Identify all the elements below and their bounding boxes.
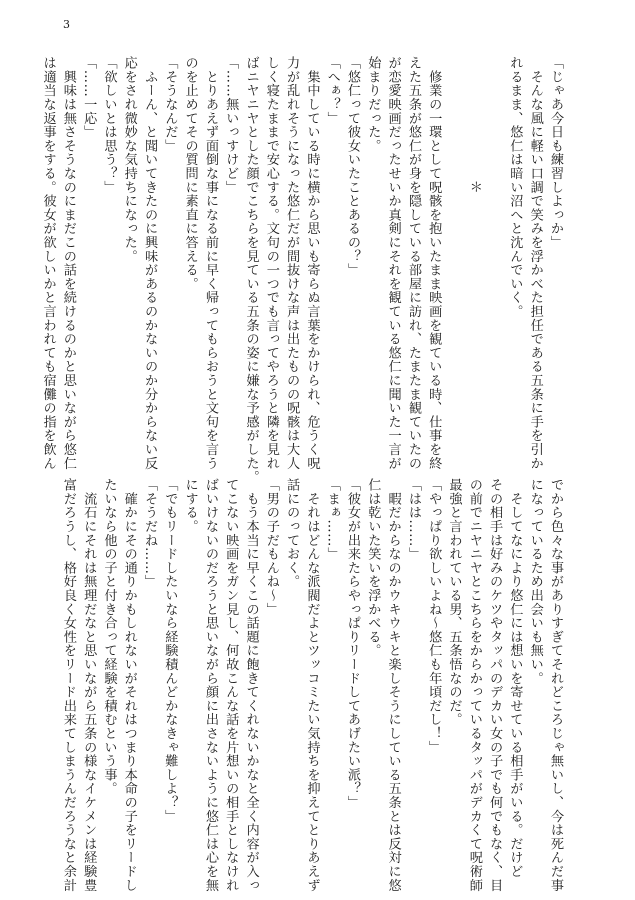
text-line: でから色々な事がありすぎてそれどころじゃ無いし、今は死んだ事 (548, 478, 563, 892)
text-line: 応をされ微妙な気持ちになった。 (121, 56, 137, 263)
text-line: 「彼女が出来たらやっぱりリードしてあげたい派？」 (345, 478, 361, 810)
text-line: 富だろうし、格好良く女性をリード出来てしまうんだろうなと余計 (60, 478, 76, 892)
text-line: 修業の一環として呪骸を抱いたまま映画を観ている時、仕事を終 (426, 56, 442, 470)
text-line: 始まりだった。 (365, 56, 381, 153)
text-line: その相手は好みのケツやタッパのデカい女の子でも何でもなく、目 (487, 478, 503, 892)
text-line: えた五条が悠仁が身を隠している部屋に訪れ、たまたま観ていたの (405, 56, 421, 470)
page-number: 3 (63, 18, 70, 31)
text-line: は適当な返事をする。彼女が欲しいかと言われても宿儺の指を飲ん (40, 56, 56, 470)
text-line: にする。 (182, 478, 198, 534)
text-line: れるまま、悠仁は暗い沼へと沈んでいく。 (507, 56, 523, 319)
text-line: 興味は無さそうなのにまだこの話を続けるのかと思いながら悠仁 (60, 56, 76, 470)
text-line: そんな風に軽い口調で笑みを浮かべた担任である五条に手を引か (527, 56, 543, 470)
text-line: 「悠仁って彼女いたことあるの？」 (345, 56, 361, 277)
text-line: になっているため出会いも無い。 (527, 478, 543, 685)
text-line: ばニヤニヤとした顔でこちらを見ている五条の姿に嫌な予感がした。 (243, 56, 259, 484)
text-line: てこない映画をガン見し、何故こんな話を片想いの相手としなけれ (223, 478, 239, 892)
text-line: もう本当に早くこの話題に飽きてくれないかなと全く内容が入っ (243, 478, 259, 892)
text-line: ＊ (466, 56, 482, 194)
text-line: 「でもリードしたいなら経験積んどかなきゃ難しよ？」 (162, 478, 178, 823)
text-line: 暇だからなのかウキウキと楽しそうにしている五条とは反対に悠 (385, 478, 401, 892)
text-line: 「へぁ？」 (324, 56, 340, 125)
text-line (443, 56, 463, 461)
text-line: 「男の子だもんね～」 (263, 478, 279, 616)
text-line: たいなら他の子と付き合って経験を積むという事。 (101, 478, 117, 796)
text-line: 集中している時に横から思いも寄らぬ言葉をかけられ、危うく呪 (304, 56, 320, 470)
text-line: 「やっぱり欲しいよね～悠仁も年頃だし！」 (426, 478, 442, 754)
text-line: 流石にそれは無理だなと思いながら五条の様なイケメンは経験豊 (81, 478, 97, 892)
text-block-bottom (60, 478, 565, 892)
text-line: のを止めてその質問に素直に答える。 (182, 56, 198, 291)
text-line: しく寝たままで安心する。文句の一つでも言ってやろうと隣を見れ (263, 56, 279, 470)
text-line (484, 56, 504, 461)
text-line: 「そうだね……」 (142, 478, 158, 589)
text-line: 「欲しいとは思う？」 (101, 56, 117, 194)
text-line: 仁は乾いた笑いを浮かべる。 (365, 478, 381, 658)
text-line: 「そうなんだ」 (162, 56, 178, 153)
text-line: ばいけないのだろうと思いながら顔に出さないように悠仁は心を無 (202, 478, 218, 892)
text-line: が恋愛映画だったせいか真剣にそれを観ている悠仁に聞いた一言が (385, 56, 401, 470)
text-line: それはどんな派閥だよとツッコミたい気持ちを抑えてとりあえず (304, 478, 320, 892)
text-block-top (40, 56, 565, 484)
text-line: 「……一応」 (81, 56, 97, 139)
text-line: 「まぁ……」 (324, 478, 340, 561)
text-line: 「じゃあ今日も練習しよっか」 (548, 56, 563, 250)
text-line: 話にのっておく。 (284, 478, 300, 589)
text-line: ふーん、と聞いてきたのに興味があるのかないのか分からない反 (142, 56, 158, 470)
text-line: 力が乱れそうになった悠仁だが間抜けな声は出たものの呪骸は大人 (284, 56, 300, 470)
text-line: 最強と言われている男、五条悟なのだ。 (446, 478, 462, 727)
text-line: そしてなにより悠仁には想いを寄せている相手がいる。だけど (507, 478, 523, 879)
text-line: 確かにその通りかもしれないがそれはつまり本命の子をリードし (121, 478, 137, 892)
text-line: 「はは……」 (405, 478, 421, 561)
text-line: の前でニヤニヤとこちらをからかっているタッパがデカくて呪術師 (466, 478, 482, 892)
text-line: 「……無いっすけど」 (223, 56, 239, 194)
text-line: とりあえず面倒な事になる前に早く帰ってもらおうと文句を言う (202, 56, 218, 470)
